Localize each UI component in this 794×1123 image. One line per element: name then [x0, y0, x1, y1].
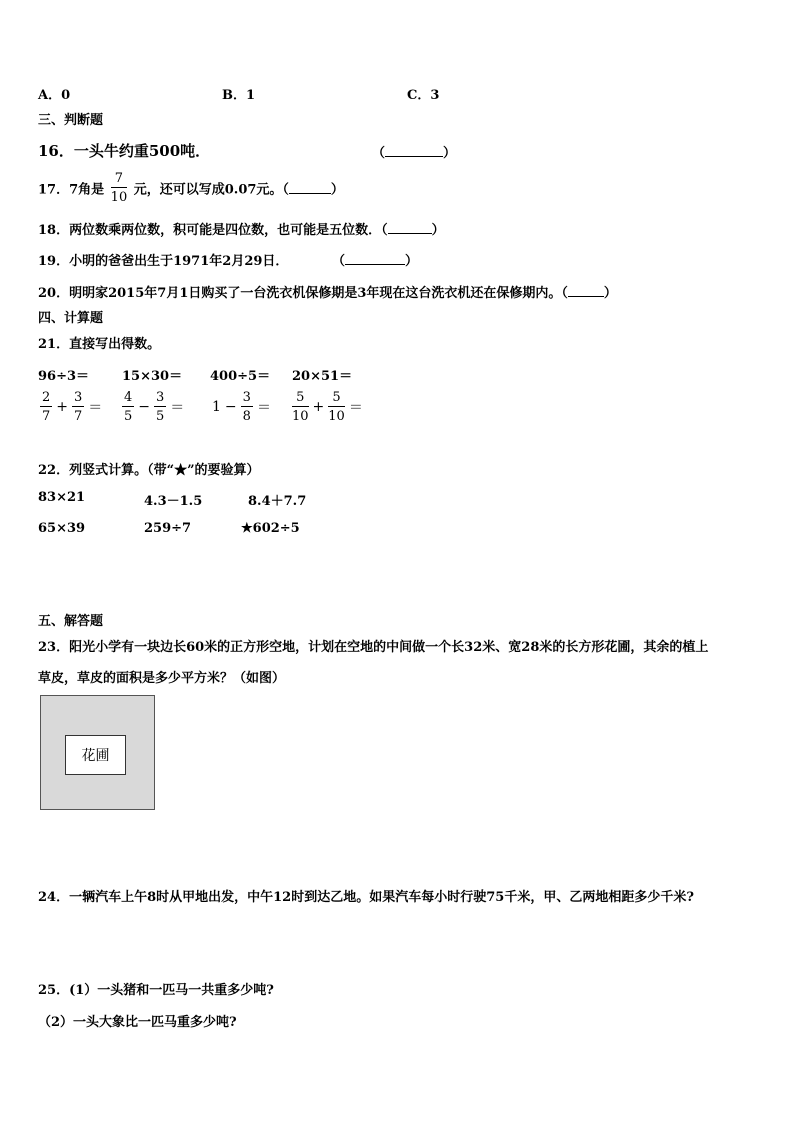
question-23-line2: 草皮，草皮的面积是多少平方米？（如图） — [38, 671, 286, 686]
operator: − — [224, 399, 237, 415]
operator: + — [312, 399, 325, 415]
calc-item: 20×51＝ — [292, 369, 353, 384]
paren-left: （ — [372, 146, 386, 161]
question-25-part2: （2）一头大象比一匹马重多少吨? — [38, 1015, 237, 1030]
vertical-calc-item: 259÷7 — [144, 521, 192, 536]
question-20 — [38, 282, 617, 301]
flower-bed-label: 花圃 — [81, 748, 110, 764]
question-20-text: 20．明明家2015年7月1日购买了一台洗衣机保修期是3年现在这台洗衣机还在保修期内。（ — [38, 286, 568, 301]
fraction-expression-4 — [290, 391, 365, 423]
question-17-prefix: 17．7角是 — [38, 182, 105, 198]
fraction — [292, 391, 309, 423]
answer-blank[interactable] — [385, 146, 443, 157]
fraction — [72, 391, 84, 423]
question-16 — [38, 140, 210, 161]
fraction-numerator: 5 — [292, 391, 309, 407]
equals: ＝ — [348, 400, 363, 416]
fraction-denominator: 7 — [74, 409, 83, 424]
choice-a: A．0 — [38, 88, 71, 103]
question-19-text: 19．小明的爸爸出生于1971年2月29日． — [38, 254, 289, 269]
fraction — [154, 391, 166, 423]
fraction-expression-1 — [38, 391, 104, 423]
question-17-suffix: 元，还可以写成0.07元。（ — [133, 182, 289, 198]
fraction-numerator: 2 — [42, 390, 51, 405]
paren-right: ） — [603, 286, 617, 301]
fraction — [122, 391, 134, 423]
flower-bed-rectangle — [65, 735, 126, 775]
question-17 — [38, 172, 344, 204]
fraction-numerator: 5 — [328, 391, 345, 407]
paren-right: ） — [443, 146, 457, 161]
fraction-denominator: 8 — [242, 409, 251, 424]
vertical-calc-item: 8.4＋7.7 — [248, 494, 307, 509]
operator: − — [138, 399, 151, 415]
answer-blank[interactable] — [388, 223, 432, 234]
question-19-answer[interactable] — [332, 250, 418, 269]
fraction-numerator: 4 — [124, 390, 133, 405]
fraction-expression-2 — [120, 391, 186, 423]
fraction-numerator: 3 — [74, 390, 83, 405]
section-title-judgement: 三、判断题 — [38, 113, 104, 128]
equals: ＝ — [88, 400, 103, 416]
question-21-title: 21．直接写出得数。 — [38, 337, 161, 352]
question-25-part1: 25．(1）一头猪和一匹马一共重多少吨? — [38, 983, 274, 998]
whole-number: 1 — [212, 399, 221, 415]
fraction — [328, 391, 345, 423]
paren-right: ） — [330, 182, 344, 198]
calc-item: 400÷5＝ — [210, 369, 271, 384]
section-title-calculation: 四、计算题 — [38, 311, 104, 326]
vertical-calc-item-starred: ★602÷5 — [241, 521, 300, 536]
fraction-numerator: 3 — [156, 390, 165, 405]
question-18-text: 18．两位数乘两位数，积可能是四位数，也可能是五位数．（ — [38, 223, 388, 238]
square-lot-figure — [40, 695, 155, 810]
answer-blank[interactable] — [568, 286, 604, 297]
question-22-title: 22．列竖式计算。（带“★”的要验算） — [38, 463, 260, 478]
fraction — [241, 391, 253, 423]
question-19 — [38, 250, 288, 269]
question-18 — [38, 219, 445, 238]
vertical-calc-item: 4.3－1.5 — [144, 494, 203, 509]
calc-item: 15×30＝ — [122, 369, 183, 384]
answer-blank[interactable] — [289, 183, 331, 194]
fraction-expression-3 — [210, 391, 273, 423]
fraction-denominator: 10 — [292, 409, 309, 424]
fraction-denominator: 10 — [328, 409, 345, 424]
section-title-word-problems: 五、解答题 — [38, 614, 104, 629]
answer-blank[interactable] — [345, 254, 405, 265]
question-24: 24．一辆汽车上午8时从甲地出发，中午12时到达乙地。如果汽车每小时行驶75千米，甲、乙两地相距多少千米? — [38, 890, 694, 905]
operator: + — [56, 399, 69, 415]
choice-c: C．3 — [407, 88, 440, 103]
paren-left: （ — [332, 254, 346, 269]
equals: ＝ — [170, 400, 185, 416]
question-16-answer[interactable] — [372, 142, 456, 161]
fraction-numerator: 3 — [242, 390, 251, 405]
question-16-text: 16．一头牛约重500吨． — [38, 142, 211, 160]
paren-right: ） — [405, 254, 419, 269]
fraction — [40, 391, 52, 423]
calc-item: 96÷3＝ — [38, 369, 90, 384]
fraction-denominator: 10 — [110, 190, 128, 205]
fraction-denominator: 5 — [124, 409, 133, 424]
equals: ＝ — [256, 400, 271, 416]
vertical-calc-item: 83×21 — [38, 490, 86, 505]
paren-right: ） — [431, 223, 445, 238]
fraction-denominator: 5 — [156, 409, 165, 424]
choice-b: B．1 — [222, 88, 256, 103]
vertical-calc-item: 65×39 — [38, 521, 86, 536]
fraction — [111, 172, 128, 204]
fraction-denominator: 7 — [42, 409, 51, 424]
question-23-line1: 23．阳光小学有一块边长60米的正方形空地，计划在空地的中间做一个长32米、宽28米的长方形花圃，其余的植上 — [38, 640, 709, 655]
fraction-numerator: 7 — [111, 172, 128, 188]
